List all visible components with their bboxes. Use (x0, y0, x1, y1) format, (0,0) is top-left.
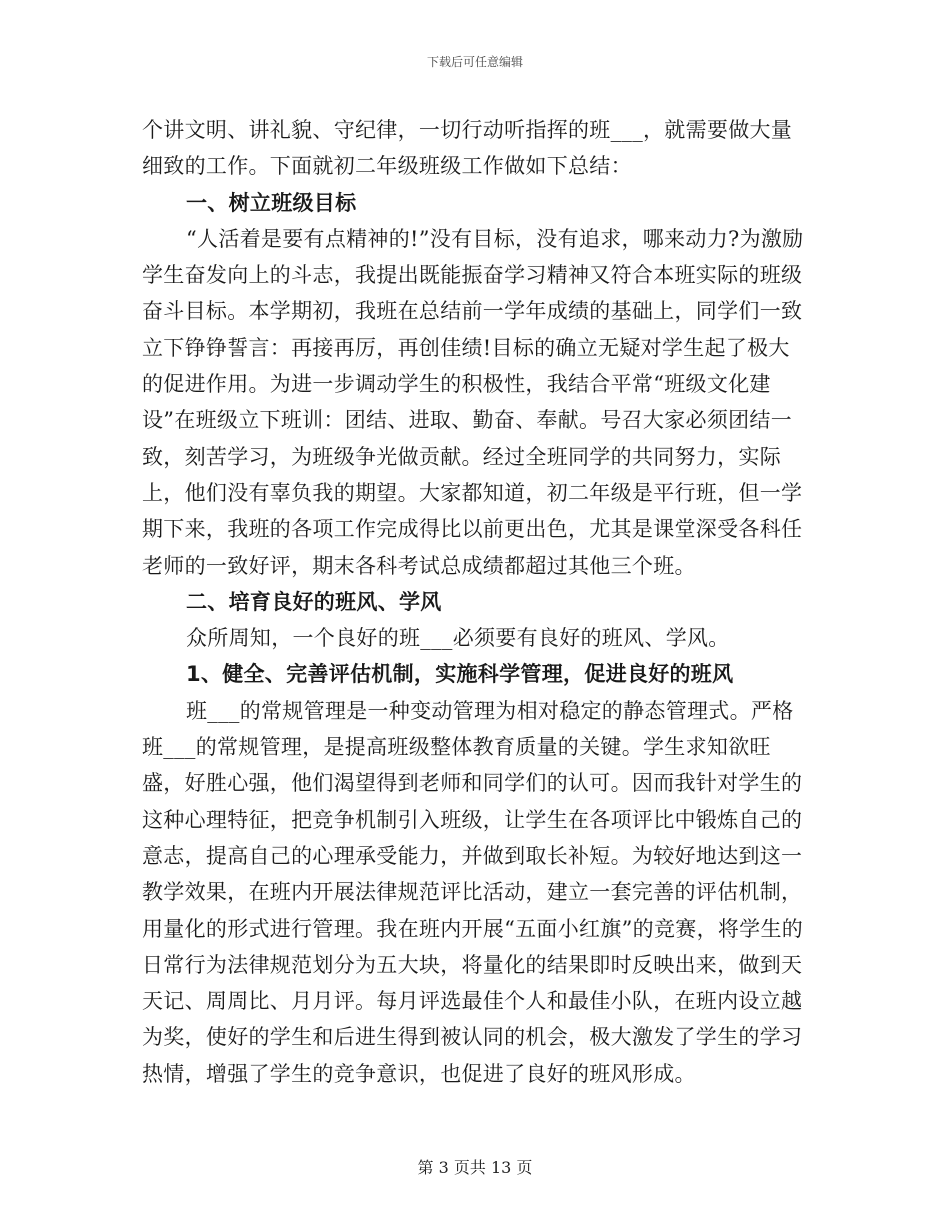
document-body (142, 112, 810, 1092)
paragraph-goal: “人活着是要有点精神的!”没有目标，没有追求，哪来动力?为激励学生奋发向上的斗志，我提出既能振奋学习精神又符合本班实际的班级奋斗目标。本学期初，我班在总结前一学年成绩的基础上，同学们一致立下铮铮誓言：再接再厉，再创佳绩!目标的确立无疑对学生起了极大的促进作用。为进一步调动学生的积极性，我结合平常“班级文化建设”在班级立下班训：团结、进取、勤奋、奉献。号召大家必须团结一致，刻苦学习，为班级争光做贡献。经过全班同学的共同努力，实际上，他们没有辜负我的期望。大家都知道，初二年级是平行班，但一学期下来，我班的各项工作完成得比以前更出色，尤其是课堂深受各科任老师的一致好评，期末各科考试总成绩都超过其他三个班。 (142, 226, 804, 578)
paragraph-intro: 个讲文明、讲礼貌、守纪律，一切行动听指挥的班___，就需要做大量细致的工作。下面就初二年级班级工作做如下总结： (142, 118, 793, 179)
section-heading-style: 二、培育良好的班风、学风 (186, 589, 442, 614)
paragraph-management: 班___的常规管理是一种变动管理为相对稳定的静态管理式。严格班___的常规管理，是提高班级整体教育质量的关键。学生求知欲旺盛，好胜心强，他们渴望得到老师和同学们的认可。因而我针对学生的这种心理特征，把竞争机制引入班级，让学生在各项评比中锻炼自己的意志，提高自己的心理承受能力，并做到取长补短。为较好地达到这一教学效果，在班内开展法律规范评比活动，建立一套完善的评估机制，用量化的形式进行管理。我在班内开展“五面小红旗”的竞赛，将学生的日常行为法律规范划分为五大块，将量化的结果即时反映出来，做到天天记、周周比、月月评。每月评选最佳个人和最佳小队，在班内设立越为奖，使好的学生和后进生得到被认同的机会，极大激发了学生的学习热情，增强了学生的竞争意识，也促进了良好的班风形成。 (142, 698, 804, 1086)
page-header: 下载后可任意编辑 (426, 55, 523, 69)
section-heading-goal: 一、树立班级目标 (186, 190, 357, 215)
page-number: 第 3 页共 13 页 (417, 1158, 533, 1177)
paragraph-known: 众所周知，一个良好的班___必须要有良好的班风、学风。 (186, 626, 730, 651)
subsection-heading-evaluation: 1、健全、完善评估机制，实施科学管理，促进良好的班风 (186, 662, 734, 687)
